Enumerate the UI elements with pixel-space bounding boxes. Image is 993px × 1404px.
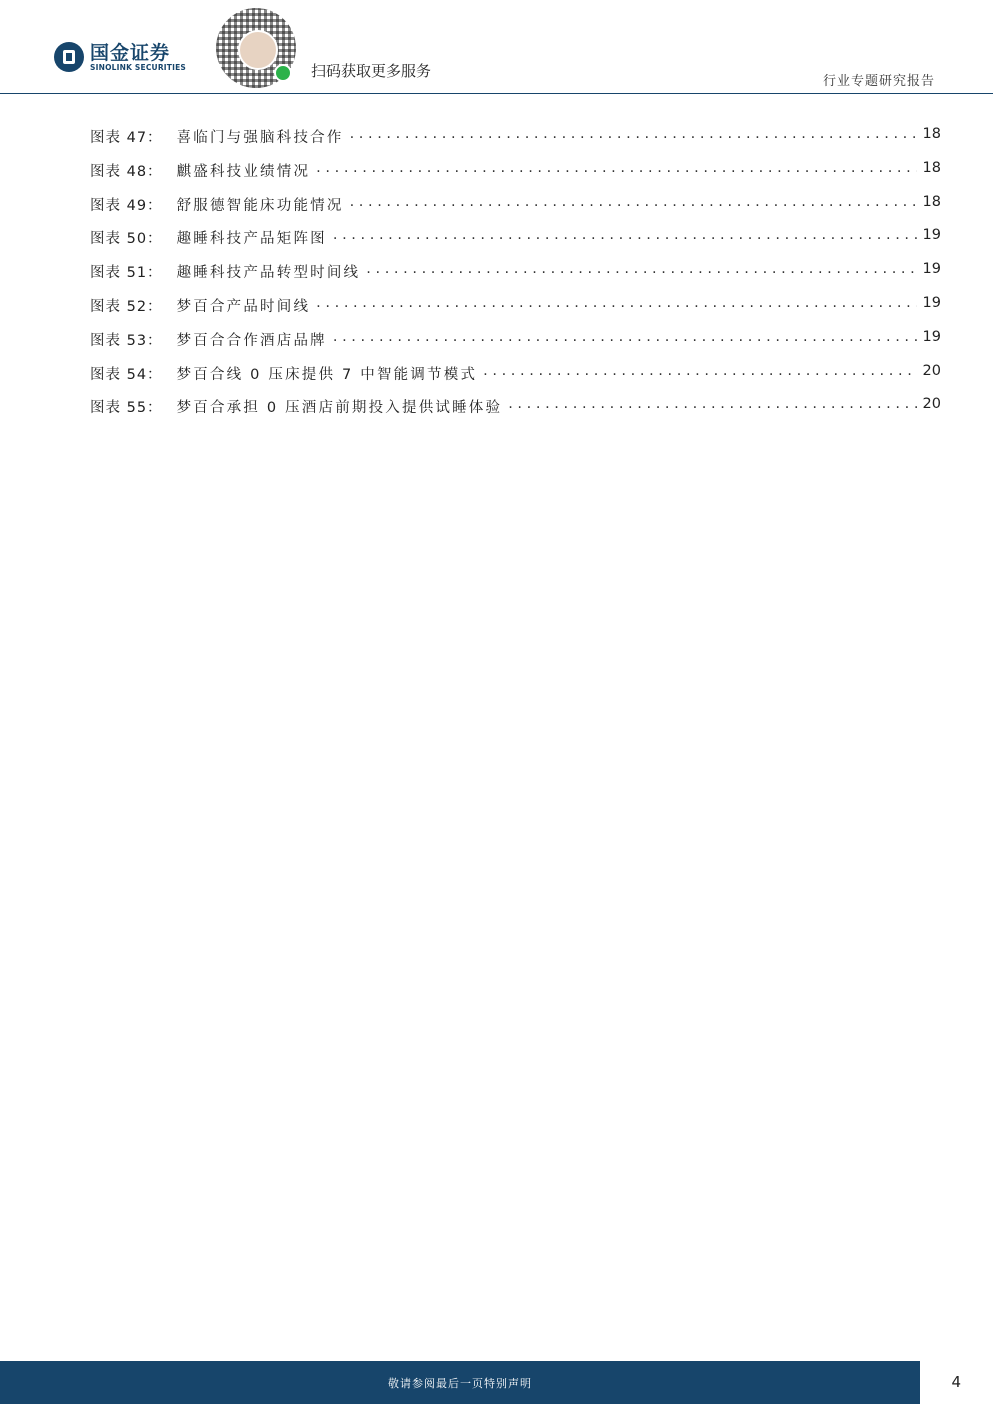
- toc-leader-dots: [350, 194, 917, 210]
- toc-page-number: 19: [922, 328, 941, 345]
- toc-entry-50[interactable]: [90, 227, 941, 261]
- toc-label: 图表 49：: [90, 197, 163, 214]
- page-number: 4: [951, 1373, 961, 1391]
- toc-title: 趣睡科技产品矩阵图: [176, 231, 327, 248]
- qr-center-logo-icon: [238, 30, 278, 70]
- toc-entry-52[interactable]: [90, 295, 941, 329]
- toc-page-number: 18: [922, 193, 941, 210]
- toc-entry-47[interactable]: [90, 126, 941, 160]
- toc-entry-49[interactable]: [90, 194, 941, 228]
- toc-title: 梦百合合作酒店品牌: [176, 332, 327, 349]
- toc-page-number: 20: [922, 396, 941, 413]
- toc-leader-dots: [333, 227, 917, 243]
- toc-title: 麒盛科技业绩情况: [176, 163, 311, 180]
- toc-page-number: 19: [922, 261, 941, 278]
- toc-entry-48[interactable]: [90, 160, 941, 194]
- toc-entry-55[interactable]: [90, 396, 941, 430]
- toc-label: 图表 54：: [90, 366, 163, 383]
- toc-label: 图表 50：: [90, 231, 163, 248]
- toc-label: 图表 51：: [90, 265, 163, 282]
- logo-mark-icon: [54, 42, 84, 72]
- toc-leader-dots: [483, 363, 916, 379]
- logo-text: [90, 43, 186, 72]
- toc-title: 梦百合产品时间线: [176, 298, 311, 315]
- toc-title: 梦百合承担 0 压酒店前期投入提供试睡体验: [176, 400, 503, 417]
- toc-leader-dots: [316, 160, 916, 176]
- page-footer: [0, 1361, 993, 1404]
- toc-page-number: 20: [922, 362, 941, 379]
- toc-entry-51[interactable]: [90, 261, 941, 295]
- toc-leader-dots: [350, 126, 917, 142]
- toc-leader-dots: [316, 295, 916, 311]
- header-divider: [0, 93, 993, 94]
- report-type: 行业专题研究报告: [822, 74, 935, 89]
- scan-prompt: 扫码获取更多服务: [311, 62, 432, 80]
- logo-english-name: SINOLINK SECURITIES: [90, 62, 187, 72]
- page-header: [0, 0, 993, 96]
- toc-title: 舒服德智能床功能情况: [176, 197, 344, 214]
- toc-entry-54[interactable]: [90, 363, 941, 397]
- toc-page-number: 18: [922, 126, 941, 142]
- toc-label: 图表 47：: [90, 130, 163, 146]
- toc-leader-dots: [366, 261, 916, 277]
- toc-leader-dots: [333, 329, 917, 345]
- toc-title: 趣睡科技产品转型时间线: [176, 265, 361, 282]
- footer-disclaimer: 敬请参阅最后一页特别声明: [388, 1376, 532, 1390]
- toc-page-number: 19: [922, 227, 941, 244]
- toc-page-number: 18: [922, 159, 941, 176]
- toc-label: 图表 52：: [90, 298, 163, 315]
- toc-entry-53[interactable]: [90, 329, 941, 363]
- toc-label: 图表 48：: [90, 163, 163, 180]
- toc-title: 梦百合线 0 压床提供 7 中智能调节模式: [176, 366, 478, 383]
- toc-label: 图表 53：: [90, 332, 163, 349]
- company-logo: [54, 40, 186, 74]
- toc-title: 喜临门与强脑科技合作: [176, 130, 344, 146]
- toc-label: 图表 55：: [90, 400, 163, 417]
- logo-chinese-name: 国金证券: [90, 41, 171, 64]
- toc-leader-dots: [508, 396, 916, 412]
- qr-badge-icon: [274, 64, 292, 82]
- toc-page-number: 19: [922, 294, 941, 311]
- figure-index: [90, 126, 941, 430]
- footer-bar: [0, 1361, 920, 1404]
